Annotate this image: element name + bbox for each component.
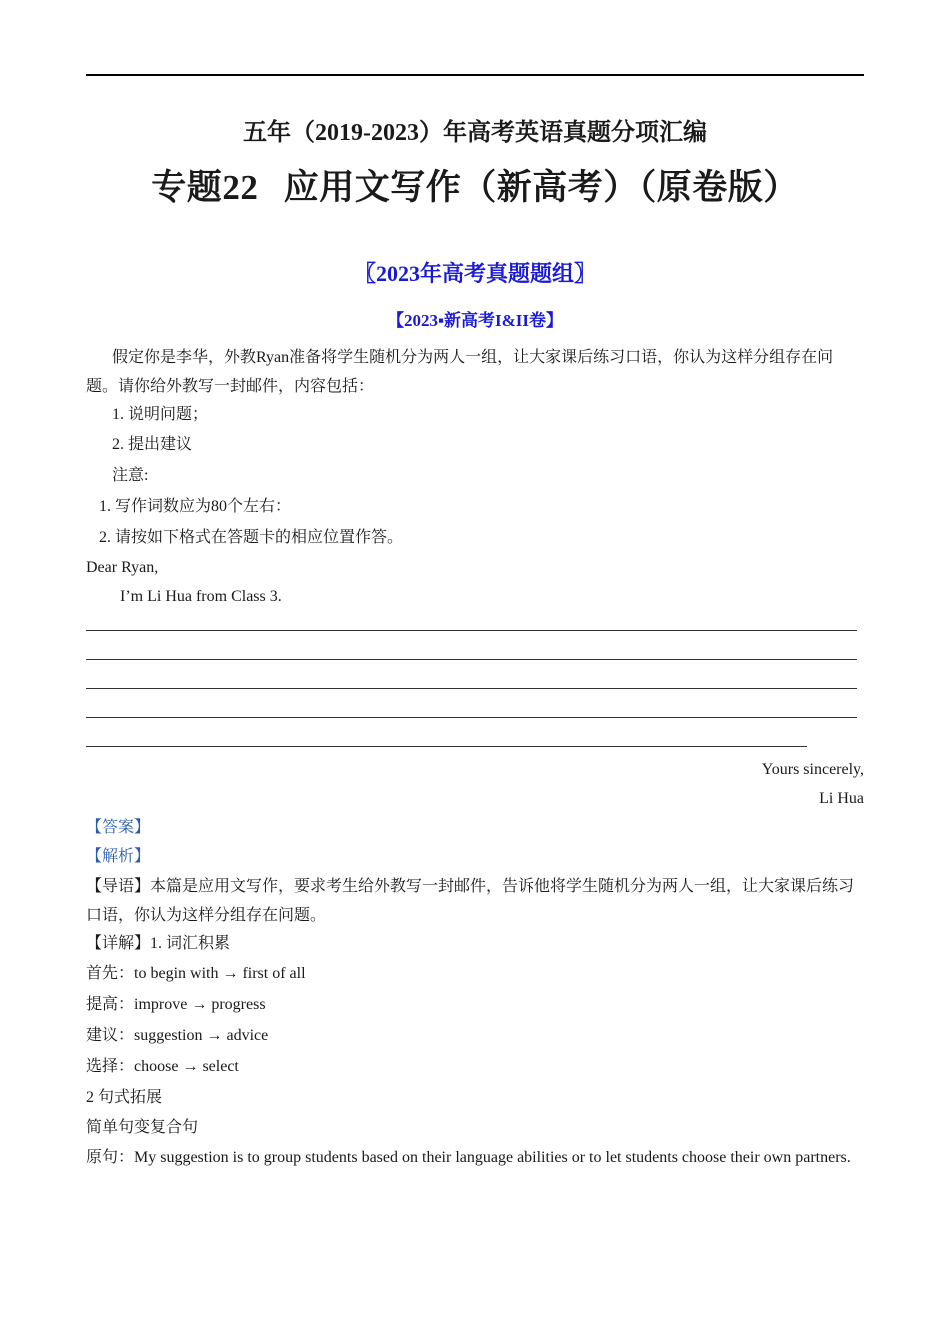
- analysis-label: 【解析】: [86, 848, 151, 865]
- header-rule: [86, 74, 864, 76]
- guide-text: 【导语】本篇是应用文写作，要求考生给外教写一封邮件，告诉他将学生随机分为两人一组，让大家课后练习口语，你认为这样分组存在问题。: [86, 878, 855, 924]
- sentence-subheading: 简单句变复合句: [86, 1119, 199, 1136]
- letter-closing: Yours sincerely,: [761, 761, 864, 778]
- note-2: 2. 请按如下格式在答题卡的相应位置作答。: [99, 529, 404, 546]
- topic-prefix: 专题: [151, 168, 223, 208]
- collection-title: 五年（2019-2023）年高考英语真题分项汇编: [243, 120, 707, 146]
- answer-blank-line[interactable]: [86, 630, 857, 631]
- vocab-item: 建议：suggestion → advice: [86, 1027, 269, 1044]
- answer-blank-line[interactable]: [86, 717, 857, 718]
- document-page: [86, 0, 864, 1344]
- topic-number: 22: [222, 168, 259, 207]
- topic-title: [86, 160, 864, 210]
- letter-greeting: Dear Ryan,: [86, 559, 159, 576]
- answer-blank-line[interactable]: [86, 746, 807, 747]
- answer-blank-line[interactable]: [86, 688, 857, 689]
- group-title: 〖2023年高考真题题组〗: [353, 261, 596, 286]
- task-prompt: 假定你是李华，外教Ryan准备将学生随机分为两人一组，让大家课后练习口语，你认为这样分组存在问题。请你给外教写一封邮件，内容包括：: [86, 349, 834, 395]
- answer-label: 【答案】: [86, 819, 151, 836]
- letter-signature: Li Hua: [819, 790, 864, 807]
- vocab-item: 提高：improve → progress: [86, 996, 266, 1013]
- task-point-1: 1. 说明问题；: [112, 406, 209, 423]
- answer-blank-line[interactable]: [86, 659, 857, 660]
- vocab-item: 首先：to begin with → first of all: [86, 965, 306, 982]
- original-sentence: 原句：My suggestion is to group students based on their language abilities or to let students choose their own partners.: [86, 1149, 851, 1166]
- topic-name: 应用文写作（新高考）（原卷版）: [283, 168, 799, 208]
- exam-title: 【2023▪新高考I&II卷】: [386, 311, 564, 330]
- note-1: 1. 写作词数应为80个左右：: [99, 498, 292, 515]
- notes-label: 注意:: [112, 467, 149, 484]
- vocab-item: 选择：choose → select: [86, 1058, 239, 1075]
- detail-label: 【详解】1. 词汇积累: [86, 935, 231, 952]
- task-point-2: 2. 提出建议: [112, 436, 193, 453]
- sentence-heading: 2 句式拓展: [86, 1089, 163, 1106]
- letter-opening: I’m Li Hua from Class 3.: [120, 588, 282, 605]
